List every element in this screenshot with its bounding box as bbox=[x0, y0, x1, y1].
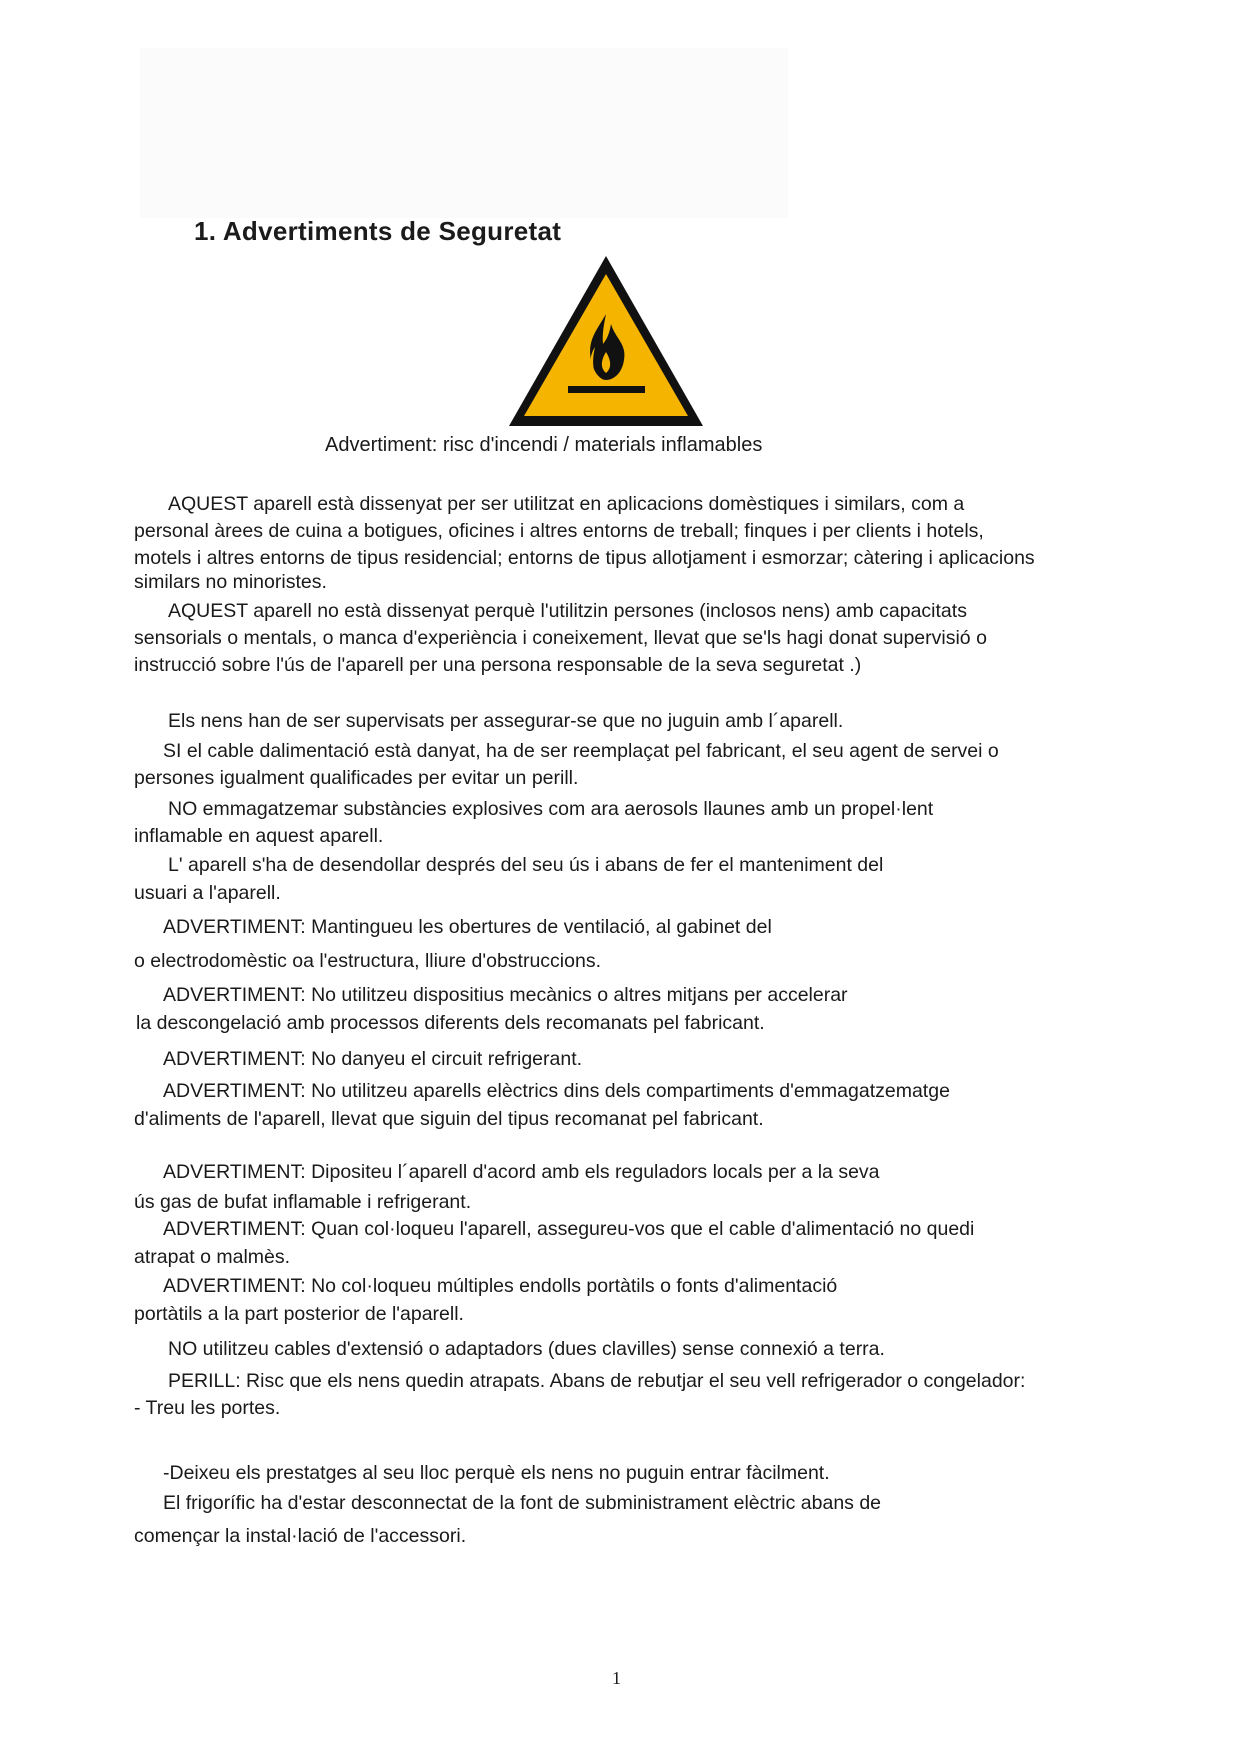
body-line: similars no minoristes. bbox=[134, 571, 327, 593]
section-heading: 1. Advertiments de Seguretat bbox=[194, 216, 562, 246]
body-line: NO emmagatzemar substàncies explosives com ara aerosols llaunes amb un propel·lent bbox=[168, 798, 934, 820]
body-line: persones igualment qualificades per evitar un perill. bbox=[134, 767, 579, 789]
warning-caption: Advertiment: risc d'incendi / materials inflamables bbox=[325, 434, 763, 456]
body-line: SI el cable dalimentació està danyat, ha de ser reemplaçat pel fabricant, el seu agent de servei o bbox=[163, 740, 999, 762]
body-line: NO utilitzeu cables d'extensió o adaptadors (dues clavilles) sense connexió a terra. bbox=[168, 1338, 885, 1360]
body-line: inflamable en aquest aparell. bbox=[134, 825, 384, 847]
body-line: El frigorífic ha d'estar desconnectat de la font de subministrament elèctric abans de bbox=[163, 1492, 882, 1514]
body-line: instrucció sobre l'ús de l'aparell per una persona responsable de la seva seguretat .) bbox=[134, 654, 862, 676]
body-line: motels i altres entorns de tipus residencial; entorns de tipus allotjament i esmorzar; càtering i aplicacions bbox=[134, 547, 1035, 569]
body-line: la descongelació amb processos diferents dels recomanats pel fabricant. bbox=[136, 1012, 765, 1034]
body-line: ADVERTIMENT: Quan col·loqueu l'aparell, assegureu-vos que el cable d'alimentació no quedi bbox=[163, 1218, 975, 1240]
body-line: AQUEST aparell no està dissenyat perquè l'utilitzin persones (inclosos nens) amb capacitats bbox=[168, 600, 967, 622]
body-line: ADVERTIMENT: No col·loqueu múltiples endolls portàtils o fonts d'alimentació bbox=[163, 1275, 838, 1297]
body-line: personal àrees de cuina a botigues, oficines i altres entorns de treball; finques i per clients i hotels, bbox=[134, 520, 984, 542]
flammable-warning-icon bbox=[505, 252, 707, 430]
body-line: començar la instal·lació de l'accessori. bbox=[134, 1525, 467, 1547]
page-number: 1 bbox=[612, 1668, 621, 1688]
body-line: o electrodomèstic oa l'estructura, lliure d'obstruccions. bbox=[134, 950, 601, 972]
body-line: Els nens han de ser supervisats per assegurar-se que no juguin amb l´aparell. bbox=[168, 710, 844, 732]
body-line: - Treu les portes. bbox=[134, 1397, 281, 1419]
body-line: PERILL: Risc que els nens quedin atrapats. Abans de rebutjar el seu vell refrigerador o congelador: bbox=[168, 1370, 1026, 1392]
body-line: ADVERTIMENT: No utilitzeu aparells elèctrics dins dels compartiments d'emmagatzematge bbox=[163, 1080, 950, 1102]
body-line: ADVERTIMENT: Dipositeu l´aparell d'acord amb els reguladors locals per a la seva bbox=[163, 1161, 880, 1183]
scan-shade bbox=[140, 48, 788, 218]
body-line: AQUEST aparell està dissenyat per ser utilitzat en aplicacions domèstiques i similars, com a bbox=[168, 493, 965, 515]
body-line: d'aliments de l'aparell, llevat que siguin del tipus recomanat pel fabricant. bbox=[134, 1108, 764, 1130]
body-line: -Deixeu els prestatges al seu lloc perquè els nens no puguin entrar fàcilment. bbox=[163, 1462, 830, 1484]
body-line: ADVERTIMENT: Mantingueu les obertures de ventilació, al gabinet del bbox=[163, 916, 772, 938]
body-line: ADVERTIMENT: No danyeu el circuit refrigerant. bbox=[163, 1048, 583, 1070]
body-line: ús gas de bufat inflamable i refrigerant. bbox=[134, 1191, 472, 1213]
body-line: atrapat o malmès. bbox=[134, 1246, 291, 1268]
body-line: usuari a l'aparell. bbox=[134, 882, 281, 904]
body-line: sensorials o mentals, o manca d'experiència i coneixement, llevat que se'ls hagi donat supervisió o bbox=[134, 627, 987, 649]
body-line: ADVERTIMENT: No utilitzeu dispositius mecànics o altres mitjans per accelerar bbox=[163, 984, 848, 1006]
body-line: L' aparell s'ha de desendollar després del seu ús i abans de fer el manteniment del bbox=[168, 854, 884, 876]
body-line: portàtils a la part posterior de l'aparell. bbox=[134, 1303, 464, 1325]
